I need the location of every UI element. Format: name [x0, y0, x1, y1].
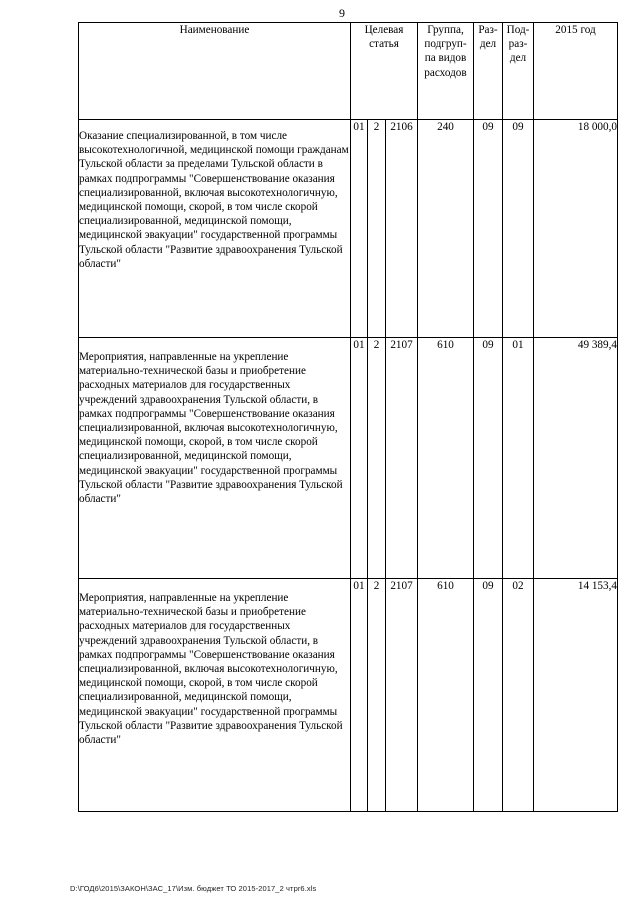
budget-table	[78, 22, 618, 812]
row-group: 610	[418, 338, 474, 579]
header-section: Раз-дел	[474, 23, 503, 120]
row-description: Мероприятия, направленные на укрепление материально-технической базы и приобретение расходных материалов для государственных учреждений здравоохранения Тульской области, в рамках подпрограммы "Совершенствование оказания специализированной, включая высокотехнологичную, медицинской помощи, скорой, в том числе скорой специализированной, медицинской помощи, медицинской эвакуации" государственной программы Тульской области "Развитие здравоохранения Тульской области"	[79, 579, 351, 812]
row-description: Мероприятия, направленные на укрепление материально-технической базы и приобретение расходных материалов для государственных учреждений здравоохранения Тульской области, в рамках подпрограммы "Совершенствование оказания специализированной, включая высокотехнологичную, медицинской помощи, скорой, в том числе скорой специализированной, медицинской помощи, медицинской эвакуации" государственной программы Тульской области "Развитие здравоохранения Тульской области"	[79, 338, 351, 579]
row-group: 610	[418, 579, 474, 812]
row-subsection: 01	[503, 338, 534, 579]
row-code-subprogram: 2	[368, 338, 386, 579]
row-section: 09	[474, 120, 503, 338]
row-code-program: 01	[351, 579, 368, 812]
header-name: Наименование	[79, 23, 351, 120]
row-description: Оказание специализированной, в том числе высокотехнологичной, медицинской помощи гражданам Тульской области за пределами Тульской области в рамках подпрограммы "Совершенствование оказания специализированной, включая высокотехнологичную, медицинской помощи, скорой, в том числе скорой специализированной, медицинской помощи, медицинской эвакуации" государственной программы Тульской области "Развитие здравоохранения Тульской области"	[79, 120, 351, 338]
row-code-direction: 2107	[386, 338, 418, 579]
row-amount: 14 153,4	[534, 579, 618, 812]
row-code-direction: 2107	[386, 579, 418, 812]
table-row	[79, 338, 618, 579]
row-amount: 49 389,4	[534, 338, 618, 579]
table-row	[79, 120, 618, 338]
header-year: 2015 год	[534, 23, 618, 120]
table-row	[79, 579, 618, 812]
row-code-program: 01	[351, 120, 368, 338]
row-code-direction: 2106	[386, 120, 418, 338]
header-row	[79, 23, 618, 120]
page-number: 9	[339, 6, 345, 20]
row-code-subprogram: 2	[368, 579, 386, 812]
row-amount: 18 000,0	[534, 120, 618, 338]
row-subsection: 02	[503, 579, 534, 812]
header-target-article: Целевая статья	[351, 23, 418, 120]
header-group: Группа, подгруп-па видов расходов	[418, 23, 474, 120]
row-code-subprogram: 2	[368, 120, 386, 338]
row-section: 09	[474, 579, 503, 812]
row-section: 09	[474, 338, 503, 579]
file-path-footer: D:\ГОД6\2015\ЗАКОН\ЗАС_17\Изм. бюджет ТО 2015-2017_2 чтрr6.xls	[70, 884, 317, 893]
header-subsection: Под-раз-дел	[503, 23, 534, 120]
row-group: 240	[418, 120, 474, 338]
row-subsection: 09	[503, 120, 534, 338]
row-code-program: 01	[351, 338, 368, 579]
